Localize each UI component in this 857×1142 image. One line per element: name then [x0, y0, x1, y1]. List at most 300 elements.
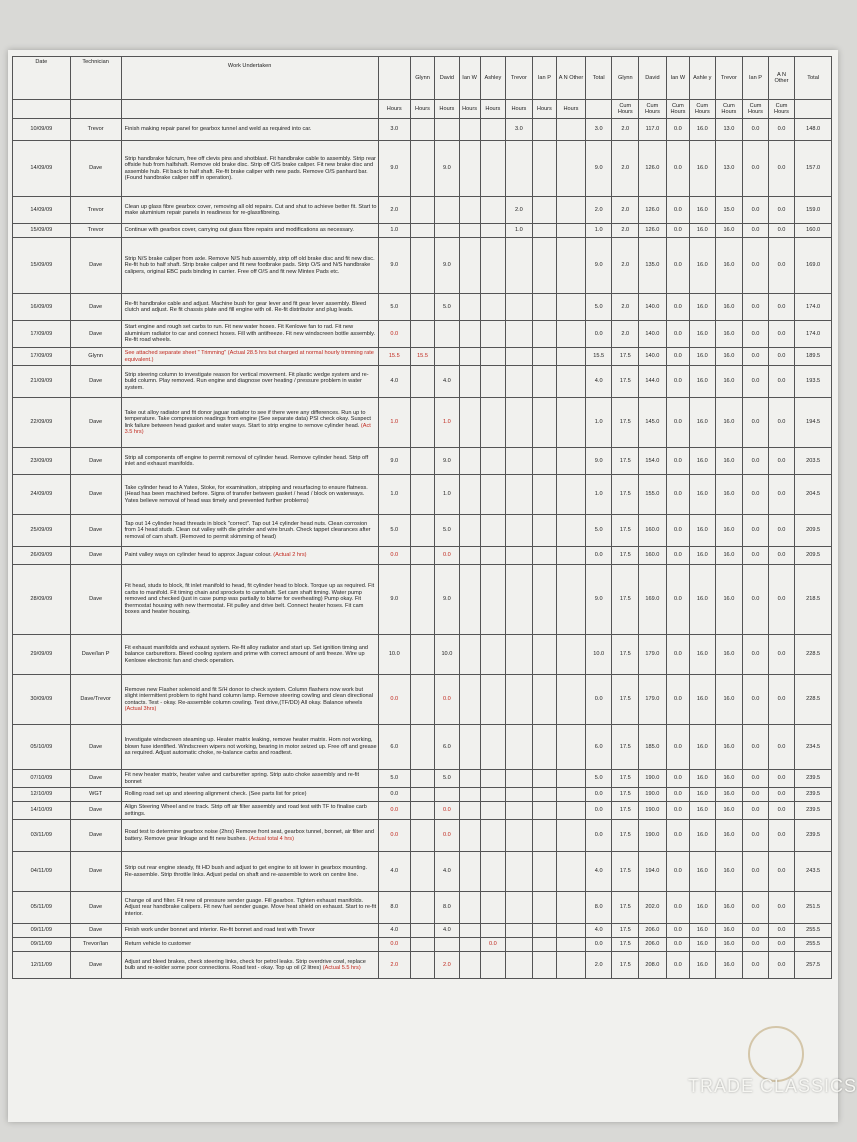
row-c-total: 189.5: [795, 348, 832, 366]
row-c-ian-w: 0.0: [666, 398, 689, 448]
row-c-an-other: 0.0: [768, 547, 795, 565]
row-glynn: [410, 321, 434, 348]
row-an-other: [557, 924, 586, 938]
row-total: 9.0: [585, 448, 612, 475]
row-total: 9.0: [585, 238, 612, 294]
row-c-david: 140.0: [639, 348, 667, 366]
row-c-ashley: 16.0: [690, 952, 715, 979]
row-an-other: [557, 675, 586, 725]
row-date: 16/09/09: [13, 294, 71, 321]
subheader-hours: Hours: [506, 100, 533, 119]
row-glynn: [410, 952, 434, 979]
row-glynn: [410, 366, 434, 398]
row-work: Adjust and bleed brakes, check steering links, check for petrol leaks. Strip overdrive cowl, replace bulb and re-solder some poor connections. Road test - okay. Top up oil (2 litres) (Actual 5.5 hrs): [121, 952, 378, 979]
row-trevor: [506, 398, 533, 448]
row-david: [435, 197, 459, 224]
row-work: Rolling road set up and steering alignment check. (See parts list for price): [121, 788, 378, 802]
row-total: 5.0: [585, 515, 612, 547]
row-ian-w: [459, 141, 480, 197]
row-ian-p: [532, 141, 556, 197]
row-hours: 9.0: [378, 141, 410, 197]
row-glynn: [410, 725, 434, 770]
table-row: [13, 348, 832, 366]
row-hours: 4.0: [378, 852, 410, 892]
subheader-cum-hours: Cum Hours: [612, 100, 639, 119]
row-hours: 0.0: [378, 675, 410, 725]
row-technician: Dave: [70, 515, 121, 547]
row-ian-w: [459, 348, 480, 366]
row-date: 21/09/09: [13, 366, 71, 398]
row-technician: Dave: [70, 852, 121, 892]
row-david: 1.0: [435, 398, 459, 448]
header-ian-w: Ian W: [459, 57, 480, 100]
row-hours: 0.0: [378, 321, 410, 348]
work-actual-hours-note: (Actual 2 hrs): [273, 552, 307, 559]
row-glynn: [410, 802, 434, 820]
row-c-ian-p: 0.0: [743, 820, 768, 852]
row-date: 15/09/09: [13, 238, 71, 294]
row-c-total: 160.0: [795, 224, 832, 238]
table-row: [13, 141, 832, 197]
row-c-david: 140.0: [639, 294, 667, 321]
row-technician: Dave: [70, 448, 121, 475]
row-ian-p: [532, 475, 556, 515]
row-an-other: [557, 448, 586, 475]
row-c-trevor: 16.0: [715, 952, 743, 979]
row-ashley: [480, 321, 505, 348]
row-ashley: [480, 348, 505, 366]
row-ian-p: [532, 820, 556, 852]
row-ian-p: [532, 770, 556, 788]
row-c-total: 239.5: [795, 802, 832, 820]
header-ashley: Ashley: [480, 57, 505, 100]
table-row: [13, 224, 832, 238]
row-date: 26/09/09: [13, 547, 71, 565]
row-date: 07/10/09: [13, 770, 71, 788]
row-ian-w: [459, 802, 480, 820]
row-trevor: [506, 294, 533, 321]
row-glynn: [410, 141, 434, 197]
row-an-other: [557, 820, 586, 852]
row-ian-w: [459, 448, 480, 475]
row-trevor: [506, 366, 533, 398]
row-ian-w: [459, 565, 480, 635]
row-c-ashley: 16.0: [690, 119, 715, 141]
row-c-ian-w: 0.0: [666, 119, 689, 141]
row-hours: 2.0: [378, 952, 410, 979]
row-ian-p: [532, 547, 556, 565]
row-date: 15/09/09: [13, 224, 71, 238]
row-c-david: 160.0: [639, 547, 667, 565]
row-trevor: 1.0: [506, 224, 533, 238]
row-trevor: [506, 635, 533, 675]
table-row: [13, 547, 832, 565]
row-trevor: [506, 565, 533, 635]
subheader-hours: Hours: [378, 100, 410, 119]
row-an-other: [557, 547, 586, 565]
row-glynn: [410, 398, 434, 448]
row-total: 3.0: [585, 119, 612, 141]
row-c-ian-w: 0.0: [666, 515, 689, 547]
row-c-ian-w: 0.0: [666, 635, 689, 675]
row-c-total: 239.5: [795, 770, 832, 788]
row-hours: 4.0: [378, 366, 410, 398]
row-ian-p: [532, 952, 556, 979]
row-work: Re-fit handbrake cable and adjust. Machine bush for gear lever and fit gear lever assembly. Bleed clutch and adjust. Re fit chassis plate and fill engine with oil. Re-fit distributor and plug leads.: [121, 294, 378, 321]
row-glynn: [410, 224, 434, 238]
row-c-an-other: 0.0: [768, 515, 795, 547]
row-c-total: 203.5: [795, 448, 832, 475]
row-ian-w: [459, 770, 480, 788]
row-c-glynn: 17.5: [612, 952, 639, 979]
row-ian-w: [459, 119, 480, 141]
row-ashley: [480, 547, 505, 565]
row-david: 9.0: [435, 448, 459, 475]
row-david: 5.0: [435, 770, 459, 788]
table-row: [13, 475, 832, 515]
row-c-david: 160.0: [639, 515, 667, 547]
table-row: [13, 197, 832, 224]
row-glynn: [410, 119, 434, 141]
row-c-ian-p: 0.0: [743, 475, 768, 515]
row-c-ian-p: 0.0: [743, 348, 768, 366]
row-technician: Dave: [70, 321, 121, 348]
subheader-cum-hours: Cum Hours: [743, 100, 768, 119]
row-c-ian-p: 0.0: [743, 565, 768, 635]
header-technician: Technician: [70, 57, 121, 100]
row-an-other: [557, 565, 586, 635]
row-technician: Dave/Ian P: [70, 635, 121, 675]
row-ian-w: [459, 321, 480, 348]
row-an-other: [557, 515, 586, 547]
row-c-glynn: 17.5: [612, 366, 639, 398]
row-c-ashley: 16.0: [690, 398, 715, 448]
row-ashley: [480, 197, 505, 224]
row-david: 9.0: [435, 565, 459, 635]
work-log-rows: [13, 119, 832, 979]
header-ian-p: Ian P: [532, 57, 556, 100]
row-hours: 1.0: [378, 475, 410, 515]
row-c-ian-p: 0.0: [743, 852, 768, 892]
row-c-david: 194.0: [639, 852, 667, 892]
row-total: 9.0: [585, 565, 612, 635]
row-technician: Glynn: [70, 348, 121, 366]
row-david: [435, 788, 459, 802]
row-c-ian-p: 0.0: [743, 141, 768, 197]
row-ian-p: [532, 788, 556, 802]
row-c-total: 257.5: [795, 952, 832, 979]
row-c-david: 179.0: [639, 675, 667, 725]
row-ian-p: [532, 448, 556, 475]
row-glynn: [410, 238, 434, 294]
row-c-an-other: 0.0: [768, 938, 795, 952]
row-trevor: [506, 892, 533, 924]
row-c-glynn: 17.5: [612, 675, 639, 725]
row-ian-w: [459, 238, 480, 294]
row-work: Clean up glass fibre gearbox cover, removing all old repairs. Cut and shut to achieve better fit. Start to make aluminium repair panels in readiness for re-glassfibreing.: [121, 197, 378, 224]
subheader-cum-hours: Cum Hours: [768, 100, 795, 119]
row-c-an-other: 0.0: [768, 119, 795, 141]
row-an-other: [557, 224, 586, 238]
table-row: [13, 892, 832, 924]
row-c-trevor: 16.0: [715, 938, 743, 952]
row-david: [435, 119, 459, 141]
row-c-trevor: 16.0: [715, 725, 743, 770]
row-c-trevor: 16.0: [715, 820, 743, 852]
row-an-other: [557, 938, 586, 952]
row-date: 29/09/09: [13, 635, 71, 675]
row-c-trevor: 16.0: [715, 366, 743, 398]
header-row: [13, 57, 832, 100]
table-row: [13, 770, 832, 788]
row-c-glynn: 2.0: [612, 321, 639, 348]
row-date: 17/09/09: [13, 348, 71, 366]
row-work: Take out alloy radiator and fit donor jaguar radiator to see if there were any differences. Run up to temperature. Take compression readings from engine (See separate data) PSI check okay. Suspect link failure between head gasket and water ways. Start to strip engine to remove cylinder head. (Act 3.5 hrs): [121, 398, 378, 448]
header-glynn: Glynn: [410, 57, 434, 100]
row-total: 4.0: [585, 924, 612, 938]
row-hours: 0.0: [378, 802, 410, 820]
row-c-an-other: 0.0: [768, 475, 795, 515]
row-ian-p: [532, 725, 556, 770]
row-c-ian-w: 0.0: [666, 547, 689, 565]
row-c-ian-p: 0.0: [743, 448, 768, 475]
row-hours: 1.0: [378, 224, 410, 238]
row-c-glynn: 17.5: [612, 547, 639, 565]
row-c-glynn: 17.5: [612, 788, 639, 802]
row-c-ashley: 16.0: [690, 938, 715, 952]
row-c-total: 243.5: [795, 852, 832, 892]
table-row: [13, 924, 832, 938]
row-technician: WGT: [70, 788, 121, 802]
subheader-cum-hours: Cum Hours: [690, 100, 715, 119]
row-c-an-other: 0.0: [768, 238, 795, 294]
row-work: Remove new Flasher solenoid and fit S/H donor to check system. Column flashers now work but slight intermittent problem to right hand column lamp. Remove steering cowling and clean directional contacts. Test - okay. Re-assemble column cowling. Test drive,(TF/DD) All okay. Balance wheels (Actual 3hrs): [121, 675, 378, 725]
row-technician: Dave: [70, 565, 121, 635]
row-c-david: 126.0: [639, 197, 667, 224]
row-c-david: 202.0: [639, 892, 667, 924]
row-total: 2.0: [585, 197, 612, 224]
row-total: 6.0: [585, 725, 612, 770]
row-date: 09/11/09: [13, 924, 71, 938]
row-c-total: 209.5: [795, 515, 832, 547]
row-glynn: [410, 852, 434, 892]
row-c-ian-w: 0.0: [666, 238, 689, 294]
row-work: Strip steering column to investigate reason for vertical movement. Fit plastic wedge system and re-build column. Play removed. Run engine and diagnose over heating / pressure problem in water system.: [121, 366, 378, 398]
row-ian-p: [532, 938, 556, 952]
row-c-total: 169.0: [795, 238, 832, 294]
header-total: Total: [585, 57, 612, 100]
row-c-glynn: 17.5: [612, 725, 639, 770]
row-date: 23/09/09: [13, 448, 71, 475]
row-c-david: 126.0: [639, 141, 667, 197]
row-c-ian-w: 0.0: [666, 366, 689, 398]
row-work: Fit head, studs to block, fit inlet manifold to head, fit cylinder head to block. Torque up as required. Fit carbs to manifold. Fit timing chain and sprockets to camshaft. Set cam shaft timing. Water pump removed and checked (just in case pump was partially to blame for overheating) Pump okay. Fit thermostat housing with new thermostat. Fit pulley and drive belt. Connect heater hoses. Fit cam boxes and heater housing.: [121, 565, 378, 635]
row-c-ian-w: 0.0: [666, 770, 689, 788]
row-ian-p: [532, 197, 556, 224]
row-c-ian-w: 0.0: [666, 852, 689, 892]
row-c-glynn: 2.0: [612, 141, 639, 197]
row-c-ashley: 16.0: [690, 348, 715, 366]
row-work: Road test to determine gearbox noise (2hrs) Remove front seat, gearbox tunnel, bonnet, air filter and battery. Remove gear linkage and fit new bushes. (Actual total 4 hrs): [121, 820, 378, 852]
row-technician: Dave: [70, 238, 121, 294]
row-glynn: [410, 294, 434, 321]
row-c-ian-p: 0.0: [743, 675, 768, 725]
subheader-cum-hours: Cum Hours: [715, 100, 743, 119]
row-c-total: 174.0: [795, 321, 832, 348]
row-technician: Dave: [70, 294, 121, 321]
row-david: [435, 224, 459, 238]
row-work: Investigate windscreen steaming up. Heater matrix leaking, remove heater matrix. Horn not working, blown fuse identified. Windscreen wipers not working, bearing in motor seized up. Free off and grease as required. Adjust automatic choke, re-balance carbs and roadtest.: [121, 725, 378, 770]
row-ashley: [480, 141, 505, 197]
row-technician: Dave: [70, 952, 121, 979]
row-trevor: [506, 348, 533, 366]
row-ian-w: [459, 515, 480, 547]
table-row: [13, 366, 832, 398]
subheader-cum-hours: Cum Hours: [639, 100, 667, 119]
row-total: 4.0: [585, 852, 612, 892]
row-c-total: 209.5: [795, 547, 832, 565]
row-total: 0.0: [585, 788, 612, 802]
row-c-ian-p: 0.0: [743, 952, 768, 979]
row-trevor: [506, 924, 533, 938]
row-c-david: 190.0: [639, 802, 667, 820]
row-total: 4.0: [585, 366, 612, 398]
table-row: [13, 820, 832, 852]
row-c-david: 154.0: [639, 448, 667, 475]
row-c-an-other: 0.0: [768, 635, 795, 675]
header-date: Date: [13, 57, 71, 100]
row-c-ian-p: 0.0: [743, 802, 768, 820]
header-ian-p-cum: Ian P: [743, 57, 768, 100]
row-date: 25/09/09: [13, 515, 71, 547]
row-c-an-other: 0.0: [768, 197, 795, 224]
row-c-ashley: 16.0: [690, 547, 715, 565]
header-an-other-cum: A N Other: [768, 57, 795, 100]
row-david: 6.0: [435, 725, 459, 770]
row-ian-w: [459, 892, 480, 924]
row-c-trevor: 13.0: [715, 119, 743, 141]
row-technician: Dave: [70, 475, 121, 515]
work-actual-hours-note: (Actual 3hrs): [124, 705, 157, 712]
row-work: Strip out rear engine steady, fit HD bush and adjust to get engine to sit lower in gearbox mounting. Re-assemble. Strip throttle links. Adjust pedal on shaft and re-assemble to work on centre line.: [121, 852, 378, 892]
row-work: Fit exhaust manifolds and exhaust system. Re-fit alloy radiator and start up. Set ignition timing and balance carburettors. Bleed cooling system and prime with correct amount of anti freeze. Wire up Kenlowe electronic fan and check operation.: [121, 635, 378, 675]
row-c-trevor: 15.0: [715, 197, 743, 224]
row-trevor: [506, 321, 533, 348]
table-row: [13, 238, 832, 294]
row-ashley: [480, 675, 505, 725]
row-glynn: [410, 892, 434, 924]
row-c-an-other: 0.0: [768, 820, 795, 852]
subheader-hours: Hours: [435, 100, 459, 119]
row-c-ian-w: 0.0: [666, 294, 689, 321]
row-c-trevor: 16.0: [715, 565, 743, 635]
row-an-other: [557, 852, 586, 892]
row-date: 28/09/09: [13, 565, 71, 635]
row-david: 9.0: [435, 141, 459, 197]
table-row: [13, 852, 832, 892]
row-c-total: 157.0: [795, 141, 832, 197]
row-c-trevor: 16.0: [715, 398, 743, 448]
row-c-ian-p: 0.0: [743, 635, 768, 675]
row-c-ian-w: 0.0: [666, 448, 689, 475]
row-hours: 9.0: [378, 238, 410, 294]
row-trevor: [506, 952, 533, 979]
row-c-an-other: 0.0: [768, 448, 795, 475]
row-c-total: 174.0: [795, 294, 832, 321]
row-c-glynn: 2.0: [612, 294, 639, 321]
row-ashley: [480, 224, 505, 238]
row-ian-w: [459, 938, 480, 952]
row-c-ian-w: 0.0: [666, 938, 689, 952]
row-trevor: [506, 675, 533, 725]
row-work: Strip N/S brake caliper from axle. Remove N/S hub assembly, strip off old brake disc and fit new disc. Re-fit hub to half shaft. Strip brake caliper and fit new footbrake pads. Strip O/S and N/S handbrake calipers, original EBC pads binding in carrier. Free off O/S and fit new Mintex Pads etc.: [121, 238, 378, 294]
row-an-other: [557, 238, 586, 294]
header-total-cum: Total: [795, 57, 832, 100]
row-work: Strip all components off engine to permit removal of cylinder head. Remove cylinder head. Strip off inlet and exhaust manifolds.: [121, 448, 378, 475]
row-total: 15.5: [585, 348, 612, 366]
row-c-trevor: 16.0: [715, 675, 743, 725]
row-c-trevor: 16.0: [715, 635, 743, 675]
row-c-ian-p: 0.0: [743, 119, 768, 141]
header-trevor-cum: Trevor: [715, 57, 743, 100]
row-c-glynn: 17.5: [612, 924, 639, 938]
row-c-glynn: 2.0: [612, 224, 639, 238]
row-c-ashley: 16.0: [690, 924, 715, 938]
row-c-ian-w: 0.0: [666, 197, 689, 224]
row-c-total: 255.5: [795, 924, 832, 938]
row-date: 24/09/09: [13, 475, 71, 515]
watermark: TRADE CLASSICS: [688, 1076, 857, 1096]
row-total: 0.0: [585, 802, 612, 820]
row-c-david: 190.0: [639, 788, 667, 802]
row-ian-p: [532, 238, 556, 294]
subheader-hours: Hours: [459, 100, 480, 119]
row-c-david: 135.0: [639, 238, 667, 294]
row-ian-w: [459, 788, 480, 802]
row-technician: Dave: [70, 141, 121, 197]
subheader-hours: Hours: [410, 100, 434, 119]
row-c-trevor: 13.0: [715, 141, 743, 197]
row-ashley: [480, 892, 505, 924]
row-c-glynn: 2.0: [612, 119, 639, 141]
row-ian-p: [532, 294, 556, 321]
row-c-ian-p: 0.0: [743, 224, 768, 238]
row-c-ashley: 16.0: [690, 892, 715, 924]
row-technician: Trevor: [70, 119, 121, 141]
row-c-ashley: 16.0: [690, 635, 715, 675]
row-c-ashley: 16.0: [690, 224, 715, 238]
row-david: 10.0: [435, 635, 459, 675]
row-c-glynn: 17.5: [612, 802, 639, 820]
row-an-other: [557, 119, 586, 141]
row-hours: 0.0: [378, 820, 410, 852]
row-total: 5.0: [585, 294, 612, 321]
row-ian-p: [532, 675, 556, 725]
row-work: Paint valley ways on cylinder head to approx Jaguar colour. (Actual 2 hrs): [121, 547, 378, 565]
header-ashley-cum: Ashle y: [690, 57, 715, 100]
row-c-glynn: 17.5: [612, 852, 639, 892]
row-c-glynn: 17.5: [612, 348, 639, 366]
row-c-ashley: 16.0: [690, 475, 715, 515]
row-date: 09/11/09: [13, 938, 71, 952]
row-ian-p: [532, 321, 556, 348]
row-c-ian-w: 0.0: [666, 675, 689, 725]
row-c-ashley: 16.0: [690, 515, 715, 547]
row-c-glynn: 17.5: [612, 515, 639, 547]
row-c-ashley: 16.0: [690, 725, 715, 770]
row-ashley: [480, 770, 505, 788]
row-ashley: [480, 448, 505, 475]
